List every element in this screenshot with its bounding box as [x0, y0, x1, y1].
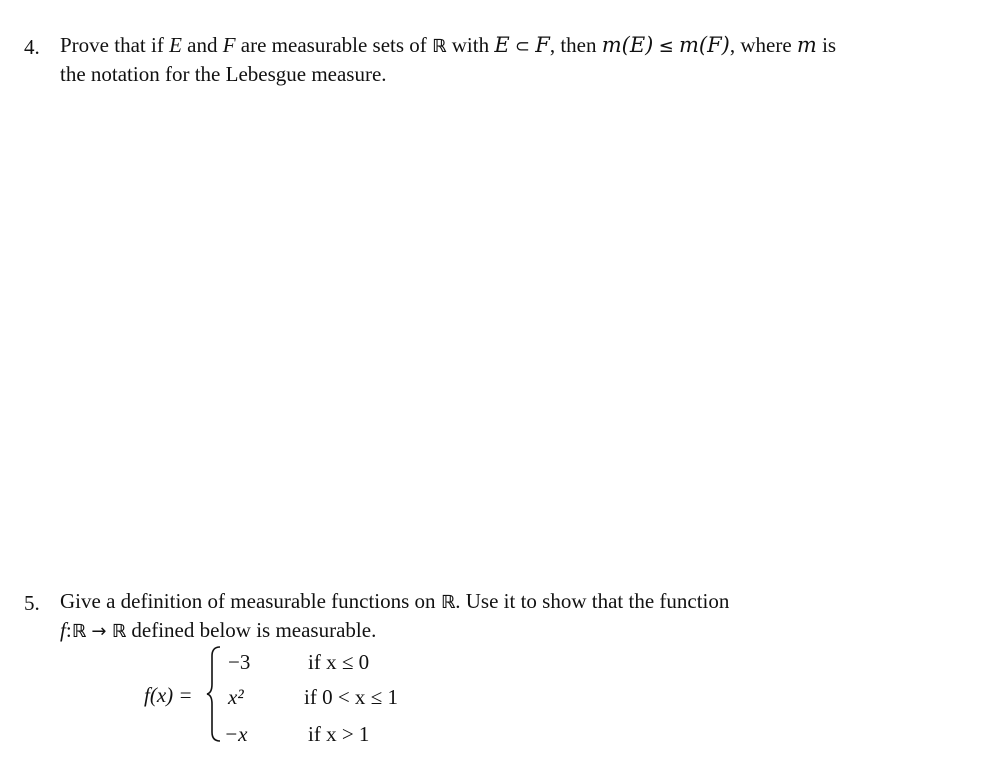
- measure-e: m(E): [601, 33, 654, 57]
- problem-5-line-1: [60, 591, 729, 612]
- text: , where: [729, 33, 797, 57]
- arrow-icon: →: [91, 621, 107, 642]
- subset-symbol: ⊂: [514, 36, 531, 57]
- measure-symbol: m: [796, 33, 817, 57]
- text: . Use it to show that the function: [455, 589, 730, 613]
- problem-4-number: 4.: [24, 35, 40, 59]
- set-e: E: [169, 33, 182, 57]
- left-brace-icon: [206, 646, 224, 742]
- case-value-1: −3: [228, 650, 251, 674]
- leq-symbol: ≤: [658, 36, 674, 57]
- case-condition-1: if x ≤ 0: [308, 650, 370, 674]
- text: is: [816, 33, 837, 57]
- problem-5-line-2: [60, 620, 376, 641]
- case-condition-3: if x > 1: [308, 722, 370, 746]
- case-condition-2: if 0 < x ≤ 1: [304, 685, 398, 709]
- reals-symbol: ℝ: [111, 621, 127, 642]
- set-f: F: [222, 33, 236, 57]
- case-value-3: −x: [224, 722, 248, 746]
- set-f: F: [535, 33, 550, 57]
- text: are measurable sets of: [235, 33, 433, 57]
- colon: :: [65, 618, 72, 642]
- reals-symbol: ℝ: [71, 621, 87, 642]
- problem-4-line-2: the notation for the Lebesgue measure.: [60, 62, 387, 86]
- text: defined below is measurable.: [126, 618, 377, 642]
- function-name: f: [60, 618, 66, 642]
- text: and: [181, 33, 223, 57]
- text: , then: [549, 33, 602, 57]
- reals-symbol: ℝ: [440, 592, 456, 613]
- function-label: f(x) =: [144, 683, 193, 707]
- measure-f: m(F): [678, 33, 730, 57]
- set-e: E: [494, 33, 510, 57]
- problem-4-line-1: [60, 35, 836, 56]
- text: with: [446, 33, 495, 57]
- reals-symbol: ℝ: [432, 36, 447, 57]
- text: Give a definition of measurable functions on: [60, 589, 441, 613]
- case-value-2: x²: [228, 685, 244, 709]
- text: Prove that if: [60, 33, 170, 57]
- problem-5-number: 5.: [24, 591, 40, 615]
